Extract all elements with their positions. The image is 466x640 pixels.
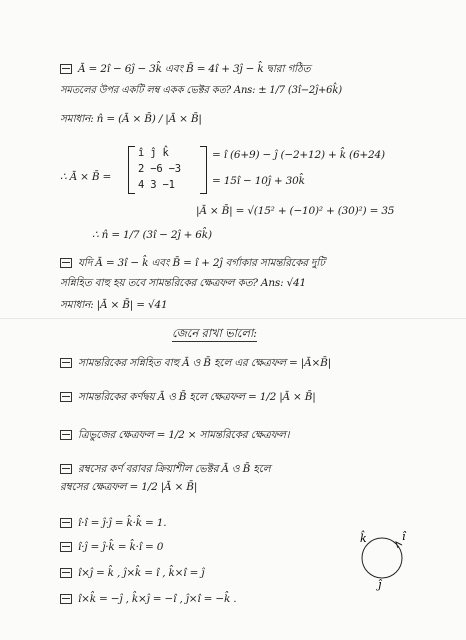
determinant-row-1: î ĵ k̂ <box>138 147 169 159</box>
cross-product-result: = 15î − 10ĵ + 30k̂ <box>212 175 305 187</box>
bullet-box-icon <box>60 542 72 552</box>
cross-product-anticyclic: î×k̂ = −ĵ , k̂×ĵ = −î , ĵ×î = −k̂ . <box>60 592 236 606</box>
problem-1-line-2: সমতলের উপর একটি লম্ব একক ভেক্টর কত? Ans: ± 1/7 (3î−2ĵ+6k̂) <box>60 85 342 96</box>
bullet-box-icon <box>60 568 72 578</box>
fact-triangle-area: ত্রিভুজের ক্ষেত্রফল = 1/2 × সামন্তরিকের ক্ষেত্রফল। <box>60 428 289 442</box>
bullet-box-icon <box>60 358 72 368</box>
diagram-label-i: î <box>402 530 406 543</box>
problem-2-line-1: যদি Ā = 3î − k̂ এবং B̄ = î + 2ĵ বর্গাকার সামন্তরিকের দুটি <box>60 256 325 270</box>
bullet-box-icon <box>60 64 72 74</box>
cross-product-cyclic: î×ĵ = k̂ , ĵ×k̂ = î , k̂×î = ĵ <box>60 566 204 580</box>
fact-parallelogram-diagonals: সামন্তরিকের কর্ণদ্বয় Ā ও B̄ হলে ক্ষেত্রফল = 1/2 |Ā × B̄| <box>60 390 316 404</box>
determinant-left-bar <box>128 146 135 194</box>
cross-product-label: ∴ Ā × B̄ = <box>60 171 112 183</box>
cyclic-order-circle-diagram <box>340 522 420 592</box>
fact-rhombus-line-1: রম্বসের কর্ণ বরাবর ক্রিয়াশীল ভেক্টর Ā ও B̄ হলে <box>60 462 270 476</box>
solution-2-line: সমাধান: |Ā × B̄| = √41 <box>60 299 168 311</box>
fact-parallelogram-sides: সামন্তরিকের সন্নিহিত বাহু Ā ও B̄ হলে এর ক্ষেত্রফল = |Ā×B̄| <box>60 356 331 370</box>
fact-rhombus-line-2: রম্বসের ক্ষেত্রফল = 1/2 |Ā × B̄| <box>60 481 198 493</box>
dot-product-unit-same: î·î = ĵ·ĵ = k̂·k̂ = 1. <box>60 516 166 530</box>
paper-fold-line <box>0 318 466 319</box>
diagram-label-j: ĵ <box>378 578 382 591</box>
problem-1-line-1: Ā = 2î − 6ĵ − 3k̂ এবং B̄ = 4î + 3ĵ − k̂ দ্বারা গঠিত <box>60 62 310 76</box>
problem-2-line-2: সন্নিহিত বাহু হয় তবে সামন্তরিকের ক্ষেত্রফল কত? Ans: √41 <box>60 277 306 289</box>
determinant-right-bar <box>200 146 207 194</box>
magnitude-line: |Ā × B̄| = √(15² + (−10)² + (30)²) = 35 <box>196 205 395 217</box>
diagram-label-k: k̂ <box>360 532 367 545</box>
dot-product-unit-different: î·ĵ = ĵ·k̂ = k̂·î = 0 <box>60 540 163 554</box>
bullet-box-icon <box>60 518 72 528</box>
bullet-box-icon <box>60 594 72 604</box>
unit-vector-result: ∴ n̂ = 1/7 (3î − 2ĵ + 6k̂) <box>92 229 212 241</box>
determinant-row-2: 2 −6 −3 <box>138 163 181 175</box>
bullet-box-icon <box>60 430 72 440</box>
determinant-row-3: 4 3 −1 <box>138 179 175 191</box>
bullet-box-icon <box>60 464 72 474</box>
good-to-know-heading: জেনে রাখা ভালো: <box>172 326 257 340</box>
expansion-line: = î (6+9) − ĵ (−2+12) + k̂ (6+24) <box>212 149 385 161</box>
bullet-box-icon <box>60 258 72 268</box>
cycle-circle <box>362 538 402 578</box>
solution-1-header: সমাধান: n̂ = (Ā × B̄) / |Ā × B̄| <box>60 113 202 125</box>
bullet-box-icon <box>60 392 72 402</box>
